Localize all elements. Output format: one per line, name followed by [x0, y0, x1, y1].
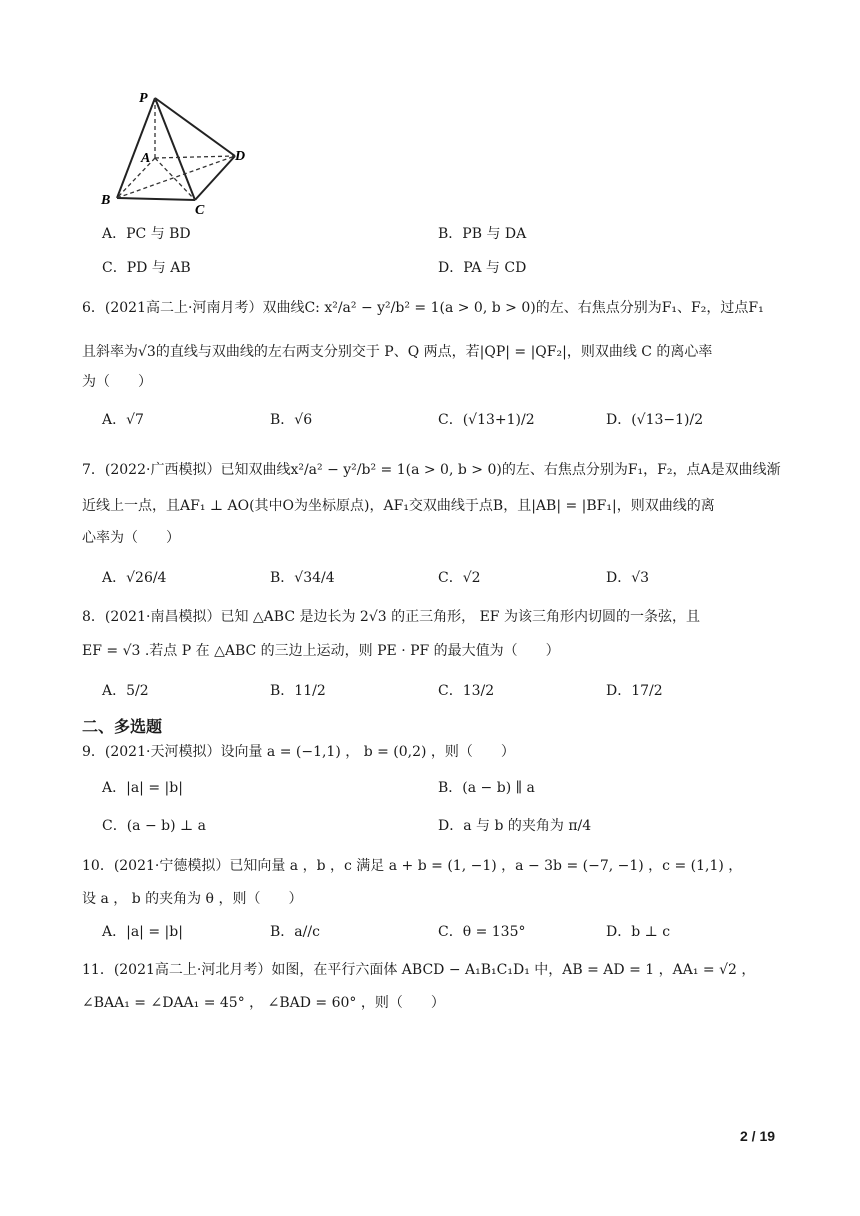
q6-line-3: 为（ ） [82, 374, 152, 390]
q6-line-1: 6．(2021高二上·河南月考）双曲线C: x²/a² − y²/b² = 1(a > 0, b > 0)的左、右焦点分别为F₁、F₂，过点F₁ [82, 300, 764, 316]
q8-option-c: C．13/2 [438, 683, 495, 699]
q8-option-d: D．17/2 [606, 683, 663, 699]
q11-line-2: ∠BAA₁ = ∠DAA₁ = 45° ， ∠BAD = 60° ，则（ ） [82, 995, 445, 1011]
q9-option-a: A．|a| = |b| [102, 780, 183, 796]
q10-option-a: A．|a| = |b| [102, 924, 183, 940]
q9-option-b: B．(a − b) ∥ a [438, 780, 535, 796]
q5-option-b: B．PB 与 DA [438, 226, 527, 242]
q5-option-d: D．PA 与 CD [438, 260, 527, 276]
q6-option-a: A．√7 [102, 412, 144, 428]
section-heading-multi-choice: 二、多选题 [82, 717, 163, 736]
q5-option-c: C．PD 与 AB [102, 260, 191, 276]
q10-line-2: 设 a ， b 的夹角为 θ ，则（ ） [82, 891, 303, 907]
q8-option-b: B．11/2 [270, 683, 326, 699]
q8-line-1: 8．(2021·南昌模拟）已知 △ABC 是边长为 2√3 的正三角形， EF 为该三角形内切圆的一条弦，且 [82, 609, 700, 625]
q6-option-d: D．(√13−1)/2 [606, 412, 704, 428]
q10-option-b: B．a//c [270, 924, 320, 940]
q9-option-d: D．a 与 b 的夹角为 π/4 [438, 818, 592, 834]
q7-option-a: A．√26/4 [102, 570, 167, 586]
q7-option-b: B．√34/4 [270, 570, 335, 586]
label-b: B [101, 193, 111, 208]
q7-option-d: D．√3 [606, 570, 650, 586]
pyramid-figure [95, 82, 265, 217]
q6-option-c: C．(√13+1)/2 [438, 412, 535, 428]
q7-option-c: C．√2 [438, 570, 481, 586]
q10-option-c: C．θ = 135° [438, 924, 526, 940]
q9-option-c: C．(a − b) ⊥ a [102, 818, 206, 834]
label-c: C [195, 203, 205, 217]
q6-line-2: 且斜率为√3的直线与双曲线的左右两支分别交于 P、Q 两点，若|QP| = |QF₂|，则双曲线 C 的离心率 [82, 344, 713, 360]
label-p: P [139, 91, 148, 106]
q8-line-2: EF = √3 .若点 P 在 △ABC 的三边上运动，则 PE · PF 的最大值为（ ） [82, 643, 560, 659]
label-a: A [141, 151, 151, 166]
label-d: D [235, 149, 246, 164]
page-number: 2 / 19 [740, 1128, 776, 1144]
q7-line-1: 7．(2022·广西模拟）已知双曲线x²/a² − y²/b² = 1(a > 0, b > 0)的左、右焦点分别为F₁，F₂，点A是双曲线渐 [82, 462, 781, 478]
q11-line-1: 11．(2021高二上·河北月考）如图，在平行六面体 ABCD − A₁B₁C₁D₁ 中，AB = AD = 1 ，AA₁ = √2 ， [82, 962, 756, 978]
q10-line-1: 10．(2021·宁德模拟）已知向量 a ，b ，c 满足 a + b = (1, −1) ，a − 3b = (−7, −1) ，c = (1,1) ， [82, 858, 743, 874]
q9-line-1: 9．(2021·天河模拟）设向量 a = (−1,1) ， b = (0,2) ，则（ ） [82, 744, 515, 760]
q5-option-a: A．PC 与 BD [102, 226, 191, 242]
q6-option-b: B．√6 [270, 412, 313, 428]
q10-option-d: D．b ⊥ c [606, 924, 671, 940]
q8-option-a: A．5/2 [102, 683, 149, 699]
q7-line-2: 近线上一点，且AF₁ ⊥ AO(其中O为坐标原点)，AF₁交双曲线于点B，且|AB| = |BF₁|，则双曲线的离 [82, 498, 715, 514]
q7-line-3: 心率为（ ） [82, 530, 180, 546]
